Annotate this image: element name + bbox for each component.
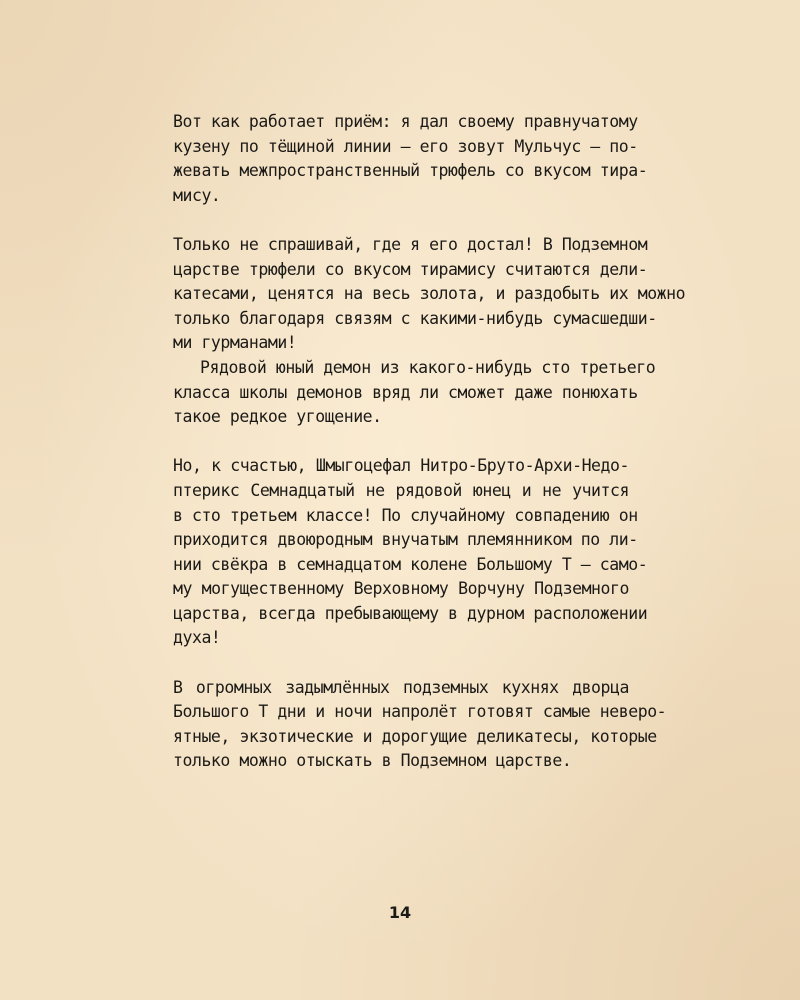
paragraph-5 bbox=[173, 676, 667, 774]
text-line: Рядовой юный демон из какого-нибудь сто третьего bbox=[200, 357, 656, 377]
text-line: Большого Т дни и ночи напролёт готовят самые неверо- bbox=[173, 702, 667, 722]
text-line: птерикс Семнадцатый не рядовой юнец и не учится bbox=[173, 480, 629, 500]
body-text bbox=[173, 110, 686, 774]
paragraph-3 bbox=[173, 356, 656, 430]
text-line: мису. bbox=[173, 185, 221, 205]
text-line: Но, к счастью, Шмыгоцефал Нитро-Бруто-Архи-Недо- bbox=[173, 456, 629, 476]
paragraph-2 bbox=[173, 233, 686, 356]
text-line: в сто третьем классе! По случайному совпадению он bbox=[173, 505, 638, 525]
text-line: только благодаря связям с какими-нибудь сумасшедши- bbox=[173, 308, 657, 328]
text-line: Вот как работает приём: я дал своему правнучатому bbox=[173, 112, 638, 131]
text-line: нии свёкра в семнадцатом колене Большому Т — само- bbox=[173, 554, 648, 574]
text-line: такое редкое угощение. bbox=[173, 407, 382, 427]
paragraph-1 bbox=[173, 110, 648, 208]
text-line: Только не спрашивай, где я его достал! В Подземном bbox=[173, 234, 648, 254]
text-line: жевать межпространственный трюфель со вкусом тира- bbox=[173, 161, 648, 181]
text-line: приходится двоюродным внучатым племянником по ли- bbox=[173, 530, 638, 550]
text-line: катесами, ценятся на весь золота, и раздобыть их можно bbox=[173, 284, 686, 304]
text-line: кузену по тёщиной линии — его зовут Мульчус — по- bbox=[173, 136, 638, 156]
text-line: только можно отыскать в Подземном царстве. bbox=[173, 751, 572, 771]
text-line: царства, всегда пребывающему в дурном расположении bbox=[173, 603, 648, 623]
text-line: В огромных задымлённых подземных кухнях дворца bbox=[173, 677, 629, 697]
text-line: класса школы демонов вряд ли сможет даже понюхать bbox=[173, 382, 638, 402]
text-line: ятные, экзотические и дорогущие деликатесы, которые bbox=[173, 726, 657, 746]
text-line: ми гурманами! bbox=[173, 333, 297, 353]
text-line: духа! bbox=[173, 628, 221, 648]
page-number: 14 bbox=[388, 903, 412, 922]
text-line: му могущественному Верховному Ворчуну Подземного bbox=[173, 579, 629, 599]
text-line: царстве трюфели со вкусом тирамису считаются дели- bbox=[173, 259, 648, 279]
paragraph-4 bbox=[173, 454, 648, 651]
